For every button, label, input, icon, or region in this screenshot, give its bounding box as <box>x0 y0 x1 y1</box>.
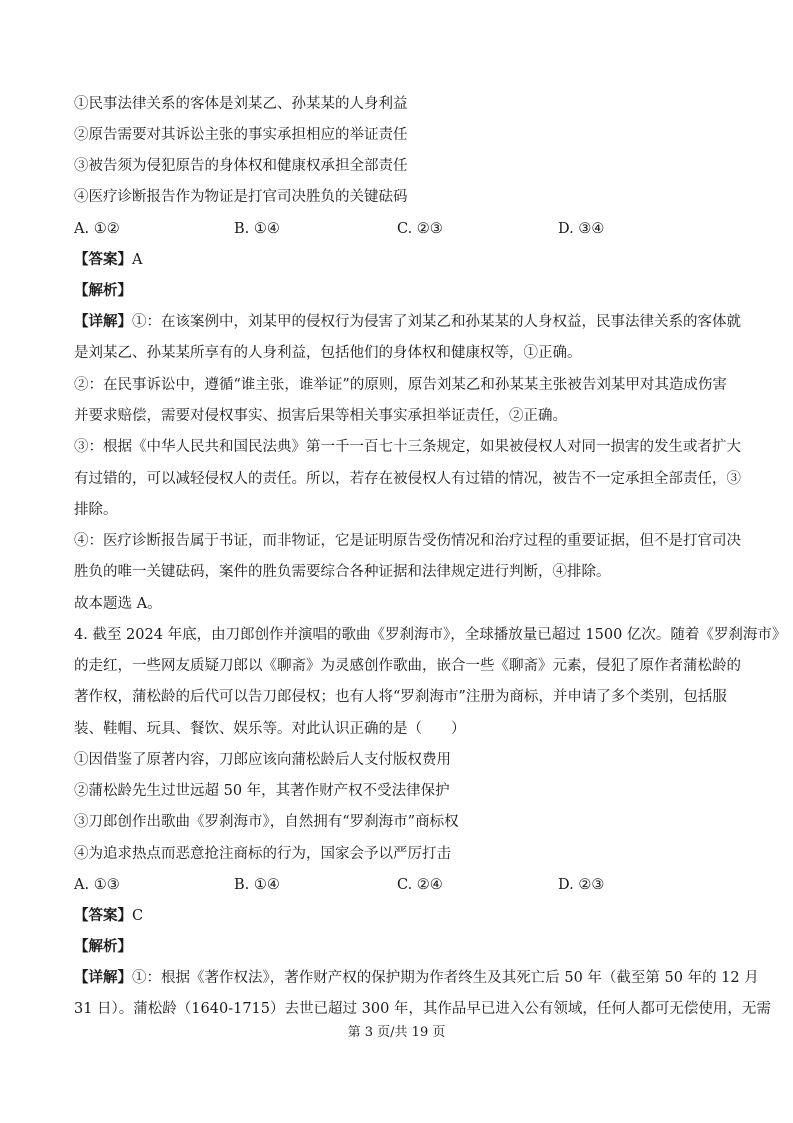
q3-analysis-line-1 <box>74 312 741 332</box>
q3-analysis-line-9: 胜负的唯一关键砝码，案件的胜负需要综合各种证据和法律规定进行判断，④排除。 <box>74 564 611 580</box>
q3-analysis-heading <box>74 281 724 301</box>
q4-detail-tag: 【详解】 <box>74 969 132 986</box>
q3-analysis-line-2: 是刘某乙、孙某某所享有的人身利益，包括他们的身体权和健康权等，①正确。 <box>74 345 582 361</box>
q4-option-b: B. ①④ <box>234 877 280 893</box>
q3-detail-tag: 【详解】 <box>74 313 132 330</box>
q3-option-b: B. ①④ <box>234 221 280 237</box>
q3-option-d: D. ③④ <box>558 221 605 237</box>
q4-analysis-line-1 <box>74 968 759 988</box>
q3-answer <box>74 250 724 270</box>
q4-item-2: ②蒲松龄先生过世远超 50 年，其著作财产权不受法律保护 <box>74 783 450 799</box>
q4-item-3: ③刀郎创作出歌曲《罗刹海市》，自然拥有“罗刹海市”商标权 <box>74 814 459 830</box>
q4-options <box>74 875 724 895</box>
q4-item-4: ④为追求热点而恶意抢注商标的行为，国家会予以严厉打击 <box>74 846 451 862</box>
q3-analysis-line-5: ③：根据《中华人民共和国民法典》第一千一百七十三条规定，如果被侵权人对同一损害的发生或者扩大 <box>74 439 741 455</box>
q3-option-a: A. ①② <box>74 221 120 237</box>
q3-analysis-line-6: 有过错的，可以减轻侵权人的责任。所以，若存在被侵权人有过错的情况，被告不一定承担全部责任，③ <box>74 471 741 487</box>
q4-stem-line-3: 著作权，蒲松龄的后代可以告刀郎侵权；也有人将“罗刹海市”注册为商标，并申请了多个类别，包括服 <box>74 689 727 705</box>
q3-item-3: ③被告须为侵犯原告的身体权和健康权承担全部责任 <box>74 158 408 174</box>
q3-analysis-line-4: 并要求赔偿，需要对侵权事实、损害后果等相关事实承担举证责任，②正确。 <box>74 408 567 424</box>
q4-option-c: C. ②④ <box>397 877 443 893</box>
q4-stem-line-4: 装、鞋帽、玩具、餐饮、娱乐等。对此认识正确的是（ ） <box>74 721 466 737</box>
page-footer: 第 3 页/共 19 页 <box>347 1025 446 1040</box>
q4-analysis-line-2: 31 日）。蒲松龄（1640-1715）去世已超过 300 年，其作品早已进入公有领域，任何人都可无偿使用，无需 <box>74 1001 771 1017</box>
q3-analysis-line-3: ②：在民事诉讼中，遵循“谁主张，谁举证”的原则，原告刘某乙和孙某某主张被告刘某甲对其造成伤害 <box>74 377 727 393</box>
q4-item-1: ①因借鉴了原著内容，刀郎应该向蒲松龄后人支付版权费用 <box>74 752 451 768</box>
q3-answer-tag: 【答案】 <box>74 251 132 268</box>
q3-analysis-text-1: ①：在该案例中，刘某甲的侵权行为侵害了刘某乙和孙某某的人身权益，民事法律关系的客体就 <box>132 314 741 330</box>
q4-answer-value: C <box>132 908 144 924</box>
q4-option-d: D. ②③ <box>558 877 605 893</box>
q4-analysis-heading <box>74 937 724 957</box>
q3-options <box>74 219 724 239</box>
q3-answer-value: A <box>132 252 143 268</box>
q4-analysis-text-1: ①：根据《著作权法》，著作财产权的保护期为作者终生及其死亡后 50 年（截至第 50 年的 12 月 <box>132 970 759 986</box>
q3-item-4: ④医疗诊断报告作为物证是打官司决胜负的关键砝码 <box>74 189 408 205</box>
q3-conclusion: 故本题选 A。 <box>74 596 162 612</box>
q3-analysis-line-7: 排除。 <box>74 502 118 518</box>
q3-item-2: ②原告需要对其诉讼主张的事实承担相应的举证责任 <box>74 127 408 143</box>
q3-option-c: C. ②③ <box>397 221 443 237</box>
q4-stem-line-2: 的走红，一些网友质疑刀郎以《聊斋》为灵感创作歌曲，嵌合一些《聊斋》元素，侵犯了原作者蒲松龄的 <box>74 658 741 674</box>
q4-option-a: A. ①③ <box>74 877 120 893</box>
q4-stem-line-1: 4. 截至 2024 年底，由刀郎创作并演唱的歌曲《罗刹海市》，全球播放量已超过 1500 亿次。随着《罗刹海市》 <box>74 627 787 643</box>
q3-analysis-line-8: ④：医疗诊断报告属于书证，而非物证，它是证明原告受伤情况和治疗过程的重要证据，但不是打官司决 <box>74 533 741 549</box>
q3-item-1: ①民事法律关系的客体是刘某乙、孙某某的人身利益 <box>74 96 408 112</box>
q4-analysis-tag: 【解析】 <box>74 938 132 955</box>
q4-answer <box>74 906 724 926</box>
q3-analysis-tag: 【解析】 <box>74 282 132 299</box>
q4-answer-tag: 【答案】 <box>74 907 132 924</box>
